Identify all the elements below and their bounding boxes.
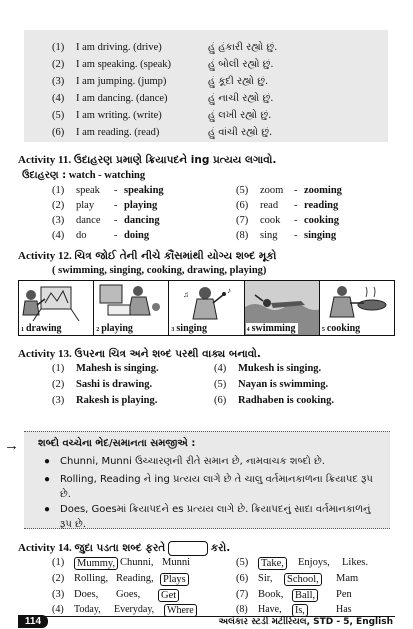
gujarati-sentence: હું હંકારી રહ્યો છું. bbox=[208, 42, 278, 53]
english-sentence: I am driving. (drive) bbox=[76, 42, 162, 53]
list-item: (5) Take, Enjoys, Likes. bbox=[236, 557, 368, 569]
svg-text:♫: ♫ bbox=[183, 290, 190, 299]
page-number: 114 bbox=[18, 615, 48, 628]
list-item: (6) Radhaben is cooking. bbox=[214, 395, 334, 406]
picture-strip bbox=[18, 280, 395, 336]
picture-cooking bbox=[320, 281, 394, 335]
item-number: (4) bbox=[52, 93, 65, 104]
picture-drawing bbox=[19, 281, 94, 335]
list-item: (5) Nayan is swimming. bbox=[214, 379, 329, 390]
gujarati-sentence: હું વાંચી રહ્યો છું. bbox=[208, 127, 273, 138]
picture-label: 4 swimming bbox=[246, 323, 296, 334]
list-item: (3) Rakesh is playing. bbox=[52, 395, 158, 406]
activity-13-title: Activity 13. ઉપરના ચિત્ર અને શબ્દ પરથી વાક્ય બનાવો. bbox=[18, 348, 261, 360]
list-item: (1) Mahesh is singing. bbox=[52, 363, 159, 374]
english-sentence: I am jumping. (jump) bbox=[76, 76, 167, 87]
list-item bbox=[52, 76, 269, 87]
list-item: (4) Mukesh is singing. bbox=[214, 363, 322, 374]
bullet-icon: ● bbox=[44, 474, 51, 485]
list-item bbox=[52, 127, 273, 138]
list-item: (6) Sir, School, Mam bbox=[236, 573, 359, 585]
english-sentence: I am speaking. (speak) bbox=[76, 59, 172, 70]
note-bullet-text: Chunni, Munni ઉચ્ચારણની રીતે સમાન છે, નામવાચક શબ્દો છે. bbox=[60, 456, 325, 467]
footer-text: અલંકાર સ્ટડી મટીરિયલ, STD - 5, English bbox=[218, 617, 393, 627]
gujarati-sentence: હું નાચી રહ્યો છું. bbox=[208, 93, 274, 104]
list-item: (2) Sashi is drawing. bbox=[52, 379, 153, 390]
list-item: (7) Book, Ball, Pen bbox=[236, 589, 352, 601]
page-footer bbox=[0, 616, 413, 629]
svg-text:♪: ♪ bbox=[227, 286, 232, 295]
list-item bbox=[52, 93, 274, 104]
gujarati-sentence: હું કૂદી રહ્યો છું. bbox=[208, 76, 269, 87]
activity-12-title: Activity 12. ચિત્ર જોઈ તેની નીચે કૌંસમાંથી યોગ્ય શબ્દ મૂકો bbox=[18, 250, 277, 262]
picture-label: 1 drawing bbox=[21, 323, 62, 334]
arrow-icon: → bbox=[4, 438, 19, 454]
item-number: (2) bbox=[52, 59, 65, 70]
gujarati-sentence: હું બોલી રહ્યો છું. bbox=[208, 59, 274, 70]
english-sentence: I am dancing. (dance) bbox=[76, 93, 168, 104]
activity-14-title: Activity 14. જુદા પડતા શબ્દ ફરતે કરો. bbox=[18, 542, 231, 555]
bullet-icon: ● bbox=[44, 504, 51, 515]
english-sentence: I am reading. (read) bbox=[76, 127, 160, 138]
list-item: (3) dance - dancing bbox=[52, 215, 160, 226]
list-item: (3) Does, Goes, Get bbox=[52, 589, 64, 600]
note-bullet-text: Rolling, Reading ને ing પ્રત્યય લાગે છે તે ચાલુ વર્તમાનકાળના ક્રિયાપદ રૂપ છે. bbox=[60, 474, 373, 500]
list-item: (8) Have, Is, Has bbox=[236, 604, 352, 616]
activity-12-options: ( swimming, singing, cooking, drawing, playing) bbox=[52, 265, 267, 276]
bullet-icon: ● bbox=[44, 456, 51, 467]
list-item: (6) read - reading bbox=[236, 200, 339, 211]
list-item: (2) Rolling, Reading, Plays bbox=[52, 573, 64, 584]
blank-box-icon bbox=[168, 541, 208, 556]
picture-singing bbox=[169, 281, 244, 335]
list-item: (4) do - doing bbox=[52, 230, 150, 241]
picture-label: 5 cooking bbox=[321, 323, 361, 334]
list-item bbox=[52, 110, 272, 121]
item-number: (3) bbox=[52, 76, 65, 87]
activity-11-example: ઉદાહરણ : watch - watching bbox=[22, 170, 146, 181]
note-title: શબ્દો વચ્ચેના ભેદ/સમાનતા સમજીએ : bbox=[38, 438, 196, 449]
list-item: (5) zoom - zooming bbox=[236, 185, 342, 196]
activity-11-title: Activity 11. ઉદાહરણ પ્રમાણે ક્રિયાપદને ing પ્રત્યય લગાવો. bbox=[18, 154, 277, 166]
list-item: (7) cook - cooking bbox=[236, 215, 340, 226]
note-bullet-text: Does, Goesમાં ક્રિયાપદને es પ્રત્યય લાગે છે. ક્રિયાપદનું સાદા વર્તમાનકાળનું રૂપ છે. bbox=[60, 504, 371, 530]
item-number: (1) bbox=[52, 42, 65, 53]
picture-swimming bbox=[245, 281, 320, 335]
picture-label: 3 singing bbox=[171, 323, 207, 334]
list-item: (2) play - playing bbox=[52, 200, 158, 211]
list-item: (1) Mummy, Chunni, Munni bbox=[52, 557, 191, 569]
list-item: (4) Today, Everyday, Where bbox=[52, 604, 64, 615]
gujarati-sentence: હું લખી રહ્યો છું. bbox=[208, 110, 272, 121]
list-item: (8) sing - singing bbox=[236, 230, 337, 241]
picture-label: 2 playing bbox=[96, 323, 133, 334]
picture-playing bbox=[94, 281, 169, 335]
list-item bbox=[52, 42, 278, 53]
list-item: (1) speak - speaking bbox=[52, 185, 164, 196]
english-sentence: I am writing. (write) bbox=[76, 110, 162, 121]
list-item bbox=[52, 59, 274, 70]
item-number: (6) bbox=[52, 127, 65, 138]
item-number: (5) bbox=[52, 110, 65, 121]
